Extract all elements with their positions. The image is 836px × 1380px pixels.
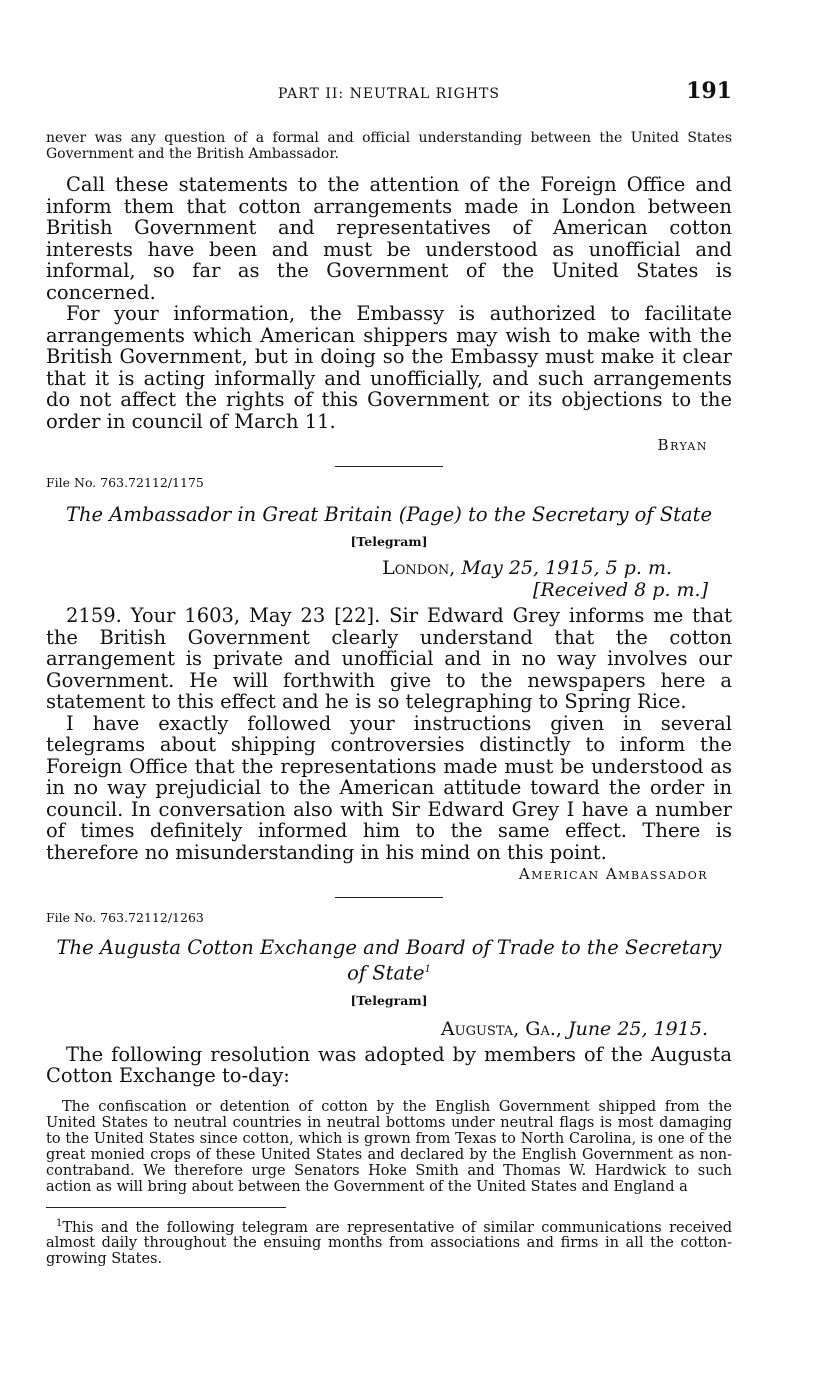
paragraph: For your information, the Embassy is authorized to facilitate arrangements which American shippers may wish to make with the British Government, but in doing so the Embassy must make it clear that it is acting informally and unofficially, and such arrangements do not affect the rights of this Government or its objections to the order in council of March 11.	[46, 302, 732, 433]
document-title: The Ambassador in Great Britain (Page) to the Secretary of State	[65, 503, 713, 526]
dateline	[46, 557, 672, 579]
signature: American Ambassador	[518, 865, 708, 883]
continuation-text: never was any question of a formal and official understanding between the United States Government and the British Ambassador.	[46, 130, 732, 162]
page-header	[46, 78, 732, 110]
telegram-label: [Telegram]	[350, 534, 428, 549]
paragraph: 2159. Your 1603, May 23 [22]. Sir Edward Grey informs me that the British Government clearly understand that the cotton arrangement is private and unofficial and in no way involves our Government. He will forthwith give to the newspapers here a statement to this effect and he is so telegraphing to Spring Rice.	[46, 604, 732, 713]
footnote-text: This and the following telegram are representative of similar communications received almost daily throughout the ensuing months from associations and firms in all the cotton-growing States.	[46, 1219, 732, 1268]
file-number: File No. 763.72112/1175	[46, 475, 204, 490]
document-title	[46, 937, 732, 985]
dateline-place: London,	[382, 557, 456, 579]
document-title-text: The Augusta Cotton Exchange and Board of Trade to the Secretary of State	[56, 936, 722, 985]
footnote	[46, 1216, 732, 1268]
received-note	[46, 579, 708, 601]
running-head: PART II: NEUTRAL RIGHTS	[278, 86, 500, 102]
footnote-marker: 1	[56, 1217, 63, 1229]
telegram-label: [Telegram]	[350, 992, 428, 1008]
paragraph: Call these statements to the attention of the Foreign Office and inform them that cotton arrangements made in London between British Government and representatives of American cotton interests have been and must be understood as unofficial and informal, so far as the Government of the United States is concerned.	[46, 173, 732, 304]
file-number: File No. 763.72112/1263	[46, 910, 204, 925]
dateline	[46, 1018, 708, 1040]
section-divider	[335, 466, 443, 467]
dateline-place: Augusta, Ga.,	[440, 1017, 562, 1040]
signature: Bryan	[657, 436, 708, 454]
paragraph: I have exactly followed your instructions given in several telegrams about shipping controversies distinctly to inform the Foreign Office that the representations made must be understood as in no way prejudicial to the American attitude toward the order in council. In conversation also with Sir Edward Grey I have a number of times definitely informed him to the same effect. There is therefore no misunderstanding in his mind on this point.	[46, 711, 732, 864]
dateline-date: June 25, 1915.	[567, 1017, 708, 1040]
page-number: 191	[686, 78, 732, 104]
paragraph: The following resolution was adopted by members of the Augusta Cotton Exchange to-day:	[46, 1042, 732, 1087]
footnote-divider	[46, 1207, 286, 1208]
section-divider	[335, 897, 443, 898]
received-text: [Received 8 p. m.]	[533, 579, 708, 601]
resolution-text: The confiscation or detention of cotton by the English Government shipped from the United States to neutral countries in neutral bottoms under neutral flags is most damaging to the United States since cotton, which is grown from Texas to North Carolina, is one of the great monied crops of these United States and declared by the English Government as non-contraband. We therefore urge Senators Hoke Smith and Thomas W. Hardwick to such action as will bring about between the Government of the United States and England a	[46, 1098, 732, 1195]
footnote-marker: 1	[424, 964, 431, 975]
document-page	[46, 78, 732, 1267]
dateline-date: May 25, 1915, 5 p. m.	[461, 557, 672, 579]
